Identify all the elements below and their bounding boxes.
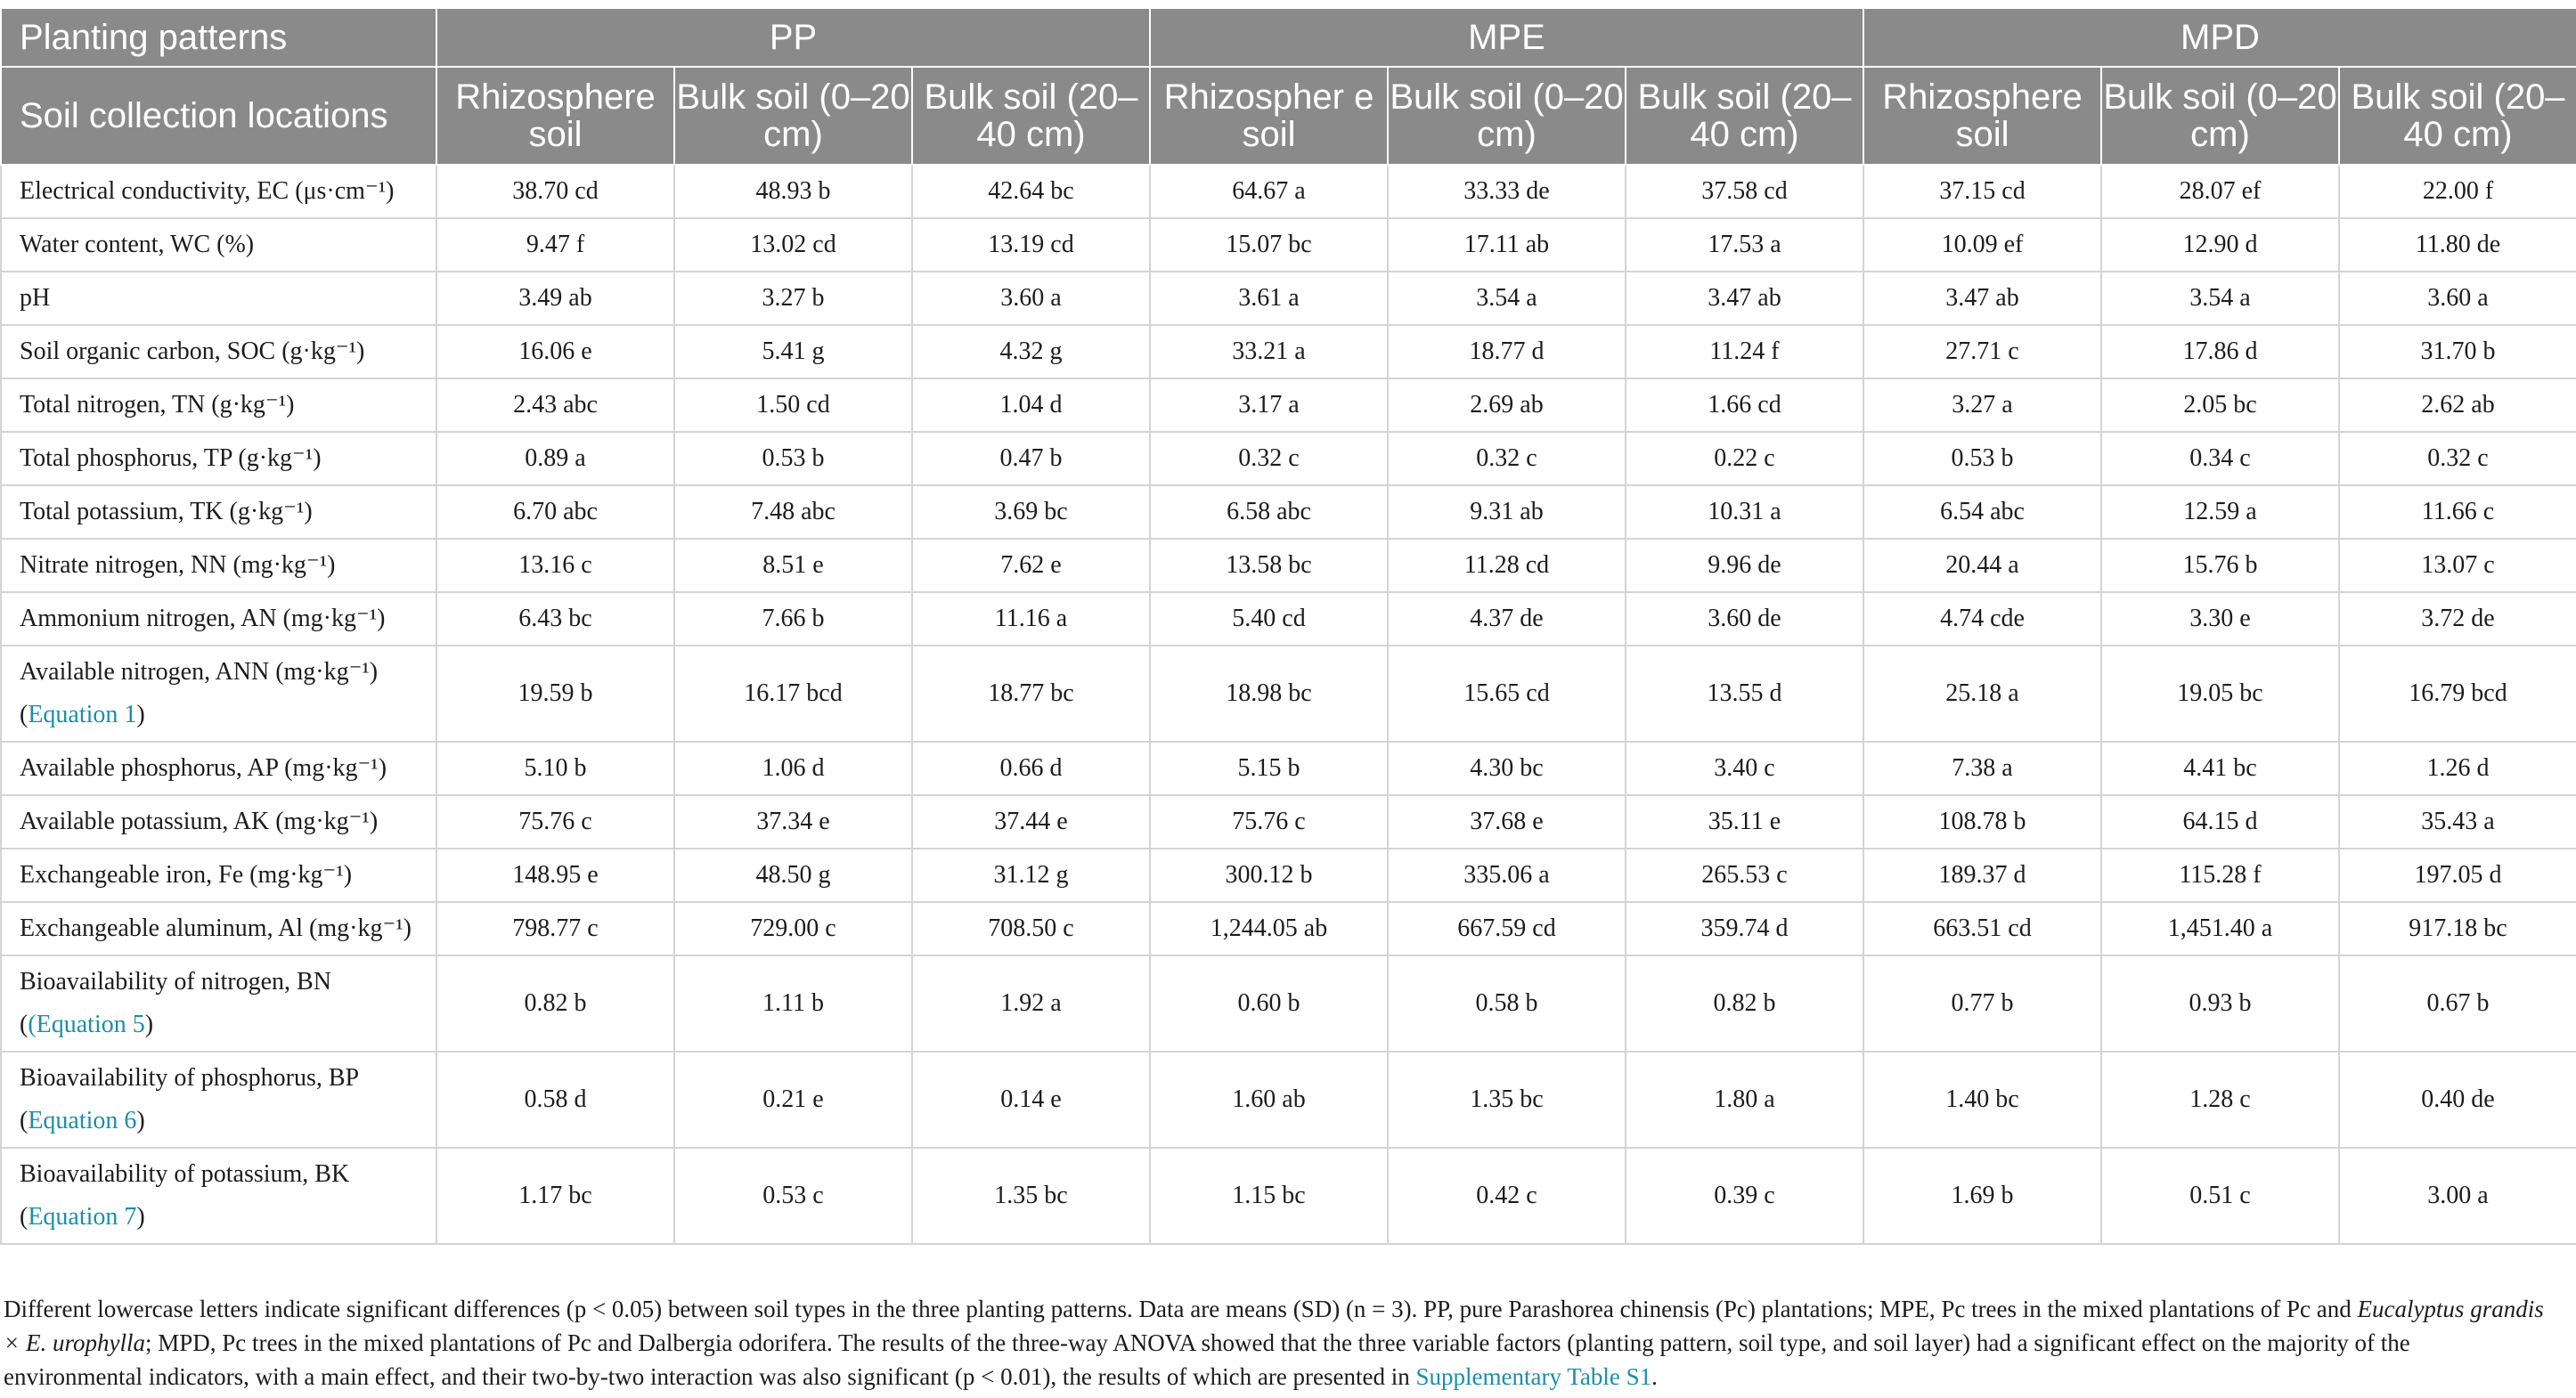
header-soil-locations-label: Soil collection locations [1,67,436,165]
table-cell: 3.47 ab [1626,272,1863,325]
row-label-text: Nitrate nitrogen, NN (mg·kg⁻¹) [20,551,336,579]
table-cell: 48.93 b [674,165,912,218]
table-cell: 3.30 e [2101,592,2339,646]
table-cell: 11.80 de [2339,218,2576,272]
row-label [1,592,436,646]
table-row [1,849,2576,902]
row-label-text: Exchangeable aluminum, Al (mg·kg⁻¹) [20,914,412,942]
table-cell: 18.98 bc [1150,646,1388,742]
row-label [1,539,436,592]
row-label-text: Exchangeable iron, Fe (mg·kg⁻¹) [20,861,353,889]
row-label-text: Ammonium nitrogen, AN (mg·kg⁻¹) [20,605,386,632]
row-label [1,1148,436,1244]
table-cell: 917.18 bc [2339,902,2576,955]
table-cell: 10.31 a [1626,485,1863,539]
table-cell: 16.17 bcd [674,646,912,742]
row-label-text: Bioavailability of nitrogen, BN [20,968,331,996]
table-cell: 1.15 bc [1150,1148,1388,1244]
table-row [1,539,2576,592]
row-label-text: Total phosphorus, TP (g·kg⁻¹) [20,444,322,472]
table-cell: 6.70 abc [436,485,674,539]
table-cell: 37.68 e [1388,795,1626,849]
table-cell: 0.34 c [2101,432,2339,485]
equation-ref-open: ( [20,1011,29,1038]
table-cell: 15.07 bc [1150,218,1388,272]
table-cell: 0.32 c [1150,432,1388,485]
header-sub-pp-rhizosphere: Rhizosphere soil [436,67,674,165]
table-cell: 1.92 a [912,955,1150,1052]
table-cell: 0.21 e [674,1052,912,1148]
table-cell: 7.38 a [1863,742,2101,795]
table-cell: 115.28 f [2101,849,2339,902]
table-row [1,272,2576,325]
table-cell: 0.77 b [1863,955,2101,1052]
table-cell: 7.66 b [674,592,912,646]
table-cell: 2.62 ab [2339,378,2576,432]
table-cell: 38.70 cd [436,165,674,218]
row-label [1,165,436,218]
table-row [1,955,2576,1052]
table-cell: 6.43 bc [436,592,674,646]
equation-link[interactable]: Equation 7 [28,1203,137,1231]
table-cell: 4.74 cde [1863,592,2101,646]
table-row [1,218,2576,272]
table-cell: 33.33 de [1388,165,1626,218]
table-cell: 12.59 a [2101,485,2339,539]
table-cell: 7.48 abc [674,485,912,539]
row-label-text: Total potassium, TK (g·kg⁻¹) [20,498,313,525]
table-cell: 37.34 e [674,795,912,849]
header-group-mpd: MPD [1863,8,2576,67]
header-sub-mpe-bulk-0-20: Bulk soil (0–20 cm) [1388,67,1626,165]
table-cell: 3.47 ab [1863,272,2101,325]
table-cell: 17.86 d [2101,325,2339,378]
table-cell: 0.53 c [674,1148,912,1244]
table-cell: 0.66 d [912,742,1150,795]
footnote-text-2: ; MPD, Pc trees in the mixed plantations of Pc and Dalbergia odorifera. The results of the three-way ANOVA showed that the three variable factors (planting pattern, soil type, and soil layer) had a significant effect on the majority of the environmental indicators, with a main effect, and their two-by-two interaction was also significant (p < 0.01), the results of which are presented in [4,1329,2410,1390]
table-cell: 17.53 a [1626,218,1863,272]
table-cell: 48.50 g [674,849,912,902]
table-cell: 1.80 a [1626,1052,1863,1148]
row-label [1,432,436,485]
table-cell: 0.22 c [1626,432,1863,485]
table-cell: 31.70 b [2339,325,2576,378]
header-sub-mpd-rhizosphere: Rhizosphere soil [1863,67,2101,165]
table-row [1,378,2576,432]
table-row [1,485,2576,539]
table-cell: 4.32 g [912,325,1150,378]
table-cell: 37.58 cd [1626,165,1863,218]
row-label-text: Available potassium, AK (mg·kg⁻¹) [20,808,379,835]
table-cell: 0.53 b [1863,432,2101,485]
header-planting-patterns-label: Planting patterns [1,8,436,67]
table-cell: 0.60 b [1150,955,1388,1052]
table-cell: 7.62 e [912,539,1150,592]
equation-ref-open: ( [20,701,29,728]
table-cell: 5.10 b [436,742,674,795]
table-cell: 4.37 de [1388,592,1626,646]
table-cell: 3.60 a [2339,272,2576,325]
table-row [1,1148,2576,1244]
equation-ref-close: ) [144,1011,154,1038]
table-cell: 1.35 bc [912,1148,1150,1244]
equation-ref-close: ) [136,1107,145,1134]
supplementary-table-link[interactable]: Supplementary Table S1 [1415,1363,1652,1390]
table-cell: 1.40 bc [1863,1052,2101,1148]
table-cell: 197.05 d [2339,849,2576,902]
table-cell: 11.28 cd [1388,539,1626,592]
table-cell: 64.67 a [1150,165,1388,218]
table-cell: 1.26 d [2339,742,2576,795]
equation-ref-close: ) [136,1203,145,1231]
row-label-text: Available nitrogen, ANN (mg·kg⁻¹) [20,658,379,686]
table-cell: 0.40 de [2339,1052,2576,1148]
table-cell: 17.11 ab [1388,218,1626,272]
table-cell: 5.40 cd [1150,592,1388,646]
table-cell: 35.11 e [1626,795,1863,849]
table-cell: 64.15 d [2101,795,2339,849]
table-row [1,742,2576,795]
row-label [1,902,436,955]
header-sub-mpd-bulk-0-20: Bulk soil (0–20 cm) [2101,67,2339,165]
table-cell: 15.65 cd [1388,646,1626,742]
table-cell: 798.77 c [436,902,674,955]
row-label-text: pH [20,284,51,312]
table-cell: 18.77 d [1388,325,1626,378]
table-cell: 9.31 ab [1388,485,1626,539]
row-label [1,955,436,1052]
table-cell: 3.40 c [1626,742,1863,795]
table-cell: 37.15 cd [1863,165,2101,218]
table-cell: 0.82 b [1626,955,1863,1052]
table-cell: 1.60 ab [1150,1052,1388,1148]
table-cell: 1.50 cd [674,378,912,432]
table-cell: 0.93 b [2101,955,2339,1052]
table-row [1,432,2576,485]
row-label-text: Available phosphorus, AP (mg·kg⁻¹) [20,754,387,782]
table-cell: 3.00 a [2339,1148,2576,1244]
table-cell: 6.58 abc [1150,485,1388,539]
table-row [1,1052,2576,1148]
table-cell: 13.16 c [436,539,674,592]
row-label [1,849,436,902]
table-cell: 1.69 b [1863,1148,2101,1244]
table-cell: 1.17 bc [436,1148,674,1244]
header-sub-pp-bulk-0-20: Bulk soil (0–20 cm) [674,67,912,165]
table-cell: 20.44 a [1863,539,2101,592]
table-cell: 0.51 c [2101,1148,2339,1244]
equation-link[interactable]: Equation 1 [28,701,137,728]
row-label-text: Water content, WC (%) [20,231,255,258]
table-cell: 75.76 c [436,795,674,849]
table-cell: 300.12 b [1150,849,1388,902]
table-cell: 33.21 a [1150,325,1388,378]
table-body [1,165,2576,1244]
row-label [1,325,436,378]
table-cell: 0.82 b [436,955,674,1052]
table-cell: 9.96 de [1626,539,1863,592]
table-cell: 0.47 b [912,432,1150,485]
table-cell: 5.15 b [1150,742,1388,795]
table-cell: 4.30 bc [1388,742,1626,795]
table-cell: 13.19 cd [912,218,1150,272]
table-cell: 10.09 ef [1863,218,2101,272]
table-cell: 11.66 c [2339,485,2576,539]
table-footnote [4,1292,2551,1394]
table-cell: 335.06 a [1388,849,1626,902]
row-label-text: Bioavailability of phosphorus, BP [20,1064,360,1092]
table-row [1,592,2576,646]
table-cell: 31.12 g [912,849,1150,902]
table-cell: 148.95 e [436,849,674,902]
table-cell: 15.76 b [2101,539,2339,592]
table-cell: 0.58 b [1388,955,1626,1052]
table-cell: 0.32 c [2339,432,2576,485]
row-label-text: Soil organic carbon, SOC (g·kg⁻¹) [20,337,365,365]
header-sub-pp-bulk-20-40: Bulk soil (20–40 cm) [912,67,1150,165]
header-sub-mpd-bulk-20-40: Bulk soil (20–40 cm) [2339,67,2576,165]
row-label [1,272,436,325]
table-cell: 13.07 c [2339,539,2576,592]
table-cell: 6.54 abc [1863,485,2101,539]
row-label [1,1052,436,1148]
table-row [1,795,2576,849]
table-row [1,325,2576,378]
table-cell: 3.60 a [912,272,1150,325]
table-cell: 708.50 c [912,902,1150,955]
table-row [1,165,2576,218]
table-cell: 25.18 a [1863,646,2101,742]
row-label [1,485,436,539]
table-cell: 667.59 cd [1388,902,1626,955]
table-cell: 13.02 cd [674,218,912,272]
row-label [1,742,436,795]
header-row-planting-patterns [1,8,2576,67]
row-label [1,646,436,742]
table-cell: 2.69 ab [1388,378,1626,432]
table-cell: 3.69 bc [912,485,1150,539]
table-cell: 1.11 b [674,955,912,1052]
table-cell: 16.06 e [436,325,674,378]
table-cell: 0.39 c [1626,1148,1863,1244]
footnote-text-3: . [1651,1363,1658,1390]
soil-properties-table [0,7,2576,1245]
header-sub-mpe-bulk-20-40: Bulk soil (20–40 cm) [1626,67,1863,165]
table-cell: 37.44 e [912,795,1150,849]
table-cell: 19.05 bc [2101,646,2339,742]
table-cell: 3.61 a [1150,272,1388,325]
row-label [1,218,436,272]
footnote-species-italic: Eucalyptus grandis × E. urophylla [4,1296,2544,1356]
table-cell: 1.35 bc [1388,1052,1626,1148]
equation-link[interactable]: (Equation 5 [28,1011,145,1038]
equation-ref-open: ( [20,1203,29,1231]
table-cell: 35.43 a [2339,795,2576,849]
table-cell: 3.27 a [1863,378,2101,432]
table-cell: 18.77 bc [912,646,1150,742]
table-cell: 265.53 c [1626,849,1863,902]
table-cell: 27.71 c [1863,325,2101,378]
table-cell: 3.17 a [1150,378,1388,432]
table-cell: 1.06 d [674,742,912,795]
table-cell: 3.54 a [2101,272,2339,325]
equation-link[interactable]: Equation 6 [28,1107,137,1134]
table-cell: 19.59 b [436,646,674,742]
table-cell: 42.64 bc [912,165,1150,218]
table-cell: 0.14 e [912,1052,1150,1148]
table-cell: 3.49 ab [436,272,674,325]
table-cell: 75.76 c [1150,795,1388,849]
table-cell: 3.27 b [674,272,912,325]
row-label [1,378,436,432]
table-cell: 1,244.05 ab [1150,902,1388,955]
table-cell: 359.74 d [1626,902,1863,955]
row-label-text: Total nitrogen, TN (g·kg⁻¹) [20,391,295,419]
table-cell: 0.89 a [436,432,674,485]
table-cell: 11.16 a [912,592,1150,646]
table-cell: 8.51 e [674,539,912,592]
equation-ref-close: ) [136,701,145,728]
table-cell: 0.67 b [2339,955,2576,1052]
table-header [1,8,2576,165]
table-cell: 3.54 a [1388,272,1626,325]
table-cell: 2.05 bc [2101,378,2339,432]
table-cell: 16.79 bcd [2339,646,2576,742]
table-cell: 0.53 b [674,432,912,485]
header-group-pp: PP [436,8,1150,67]
table-cell: 1.04 d [912,378,1150,432]
table-cell: 12.90 d [2101,218,2339,272]
row-label-text: Electrical conductivity, EC (μs·cm⁻¹) [20,177,395,205]
table-cell: 0.32 c [1388,432,1626,485]
table-row [1,646,2576,742]
equation-ref-open: ( [20,1107,29,1134]
table-cell: 0.42 c [1388,1148,1626,1244]
table-row [1,902,2576,955]
table-cell: 1.28 c [2101,1052,2339,1148]
table-cell: 663.51 cd [1863,902,2101,955]
table-cell: 108.78 b [1863,795,2101,849]
table-cell: 13.58 bc [1150,539,1388,592]
table-cell: 9.47 f [436,218,674,272]
header-row-soil-locations [1,67,2576,165]
table-cell: 22.00 f [2339,165,2576,218]
table-cell: 3.60 de [1626,592,1863,646]
table-cell: 13.55 d [1626,646,1863,742]
table-cell: 11.24 f [1626,325,1863,378]
header-sub-mpe-rhizosphere: Rhizospher e soil [1150,67,1388,165]
header-group-mpe: MPE [1150,8,1863,67]
table-cell: 1,451.40 a [2101,902,2339,955]
table-cell: 5.41 g [674,325,912,378]
row-label-text: Bioavailability of potassium, BK [20,1160,350,1188]
table-cell: 729.00 c [674,902,912,955]
table-cell: 4.41 bc [2101,742,2339,795]
table-cell: 2.43 abc [436,378,674,432]
table-cell: 28.07 ef [2101,165,2339,218]
row-label [1,795,436,849]
table-cell: 189.37 d [1863,849,2101,902]
table-cell: 0.58 d [436,1052,674,1148]
table-cell: 1.66 cd [1626,378,1863,432]
footnote-text-1: Different lowercase letters indicate significant differences (p < 0.05) between soil types in the three planting patterns. Data are means (SD) (n = 3). PP, pure Parashorea chinensis (Pc) plantations; MPE, Pc trees in the mixed plantations of Pc and [4,1296,2358,1322]
table-cell: 3.72 de [2339,592,2576,646]
